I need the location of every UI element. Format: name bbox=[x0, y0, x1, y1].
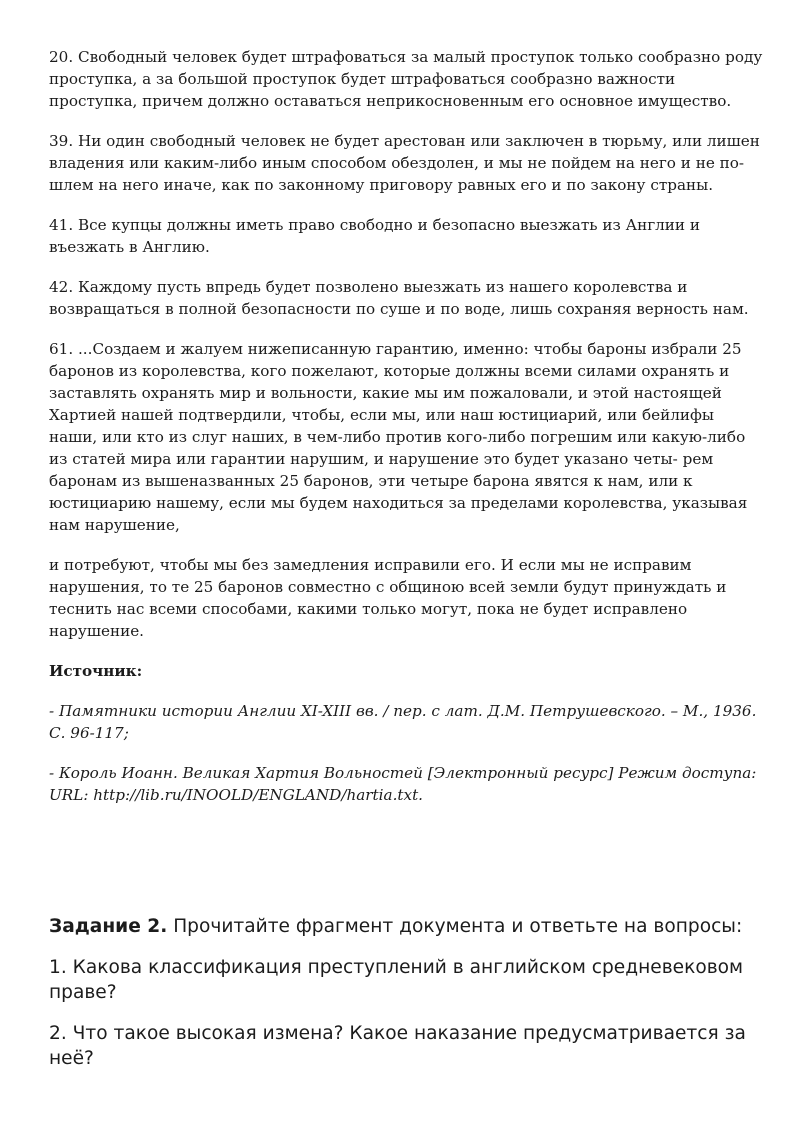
task-section bbox=[49, 914, 765, 1087]
question-2: 2. Что такое высокая измена? Какое наказание предусматривается за неё? bbox=[49, 1023, 746, 1069]
document-body bbox=[49, 46, 765, 824]
question-1: 1. Какова классификация преступлений в английском средневековом праве? bbox=[49, 957, 744, 1003]
article-61: 61. ...Создаем и жалуем нижеписанную гарантию, именно: чтобы бароны избрали 25 баронов из королевства, кого пожелают, которые должны всеми силами охранять и заставлять охранять мир и вольности, какие мы им пожаловали, и этой настоящей Хартией нашей подтвердили, чтобы, если мы, или наш юстициарий, или бейлифы наши, или кто из слуг наших, в чем-либо против кого-либо погрешим или какую-либо из статей мира или гарантии нарушим, и нарушение это будет указано четы- рем баронам из вышеназванных 25 баронов, эти четыре барона явятся к нам, или к юстициарию нашему, если мы будем находиться за пределами королевства, указывая нам нарушение, bbox=[49, 340, 748, 534]
source-title: Источник: bbox=[49, 662, 143, 680]
source-item-1: - Памятники истории Англии XI-XIII вв. / пер. с лат. Д.М. Петрушевского. – М., 1936. С. 96-117; bbox=[49, 702, 757, 742]
article-41: 41. Все купцы должны иметь право свободно и безопасно выезжать из Англии и въезжать в Англию. bbox=[49, 216, 701, 256]
article-20: 20. Свободный человек будет штрафоваться за малый проступок только сообразно роду проступка, а за большой проступок будет штрафоваться сообразно важности проступка, причем должно оставаться неприкосновенным его основное имущество. bbox=[49, 48, 763, 110]
article-42: 42. Каждому пусть впредь будет позволено выезжать из нашего королевства и возвращаться в полной безопасности по суше и по воде, лишь сохраняя верность нам. bbox=[49, 278, 749, 318]
article-61-continuation: и потребуют, чтобы мы без замедления исправили его. И если мы не исправим нарушения, то те 25 баронов совместно с общиною всей земли будут принуждать и теснить нас всеми способами, какими только могут, пока не будет исправлено нарушение. bbox=[49, 556, 727, 640]
task-heading bbox=[49, 914, 765, 939]
article-39: 39. Ни один свободный человек не будет арестован или заключен в тюрьму, или лишен владения или каким-либо иным способом обездолен, и мы не пойдем на него и не по- шлем на него иначе, как по законному приговору равных его и по закону страны. bbox=[49, 132, 760, 194]
task-label: Задание 2. bbox=[49, 916, 168, 937]
source-item-2: - Король Иоанн. Великая Хартия Вольностей [Электронный ресурс] Режим доступа: URL: http://lib.ru/INOOLD/ENGLAND/hartia.txt. bbox=[49, 764, 757, 804]
task-instruction: Прочитайте фрагмент документа и ответьте на вопросы: bbox=[167, 916, 743, 937]
